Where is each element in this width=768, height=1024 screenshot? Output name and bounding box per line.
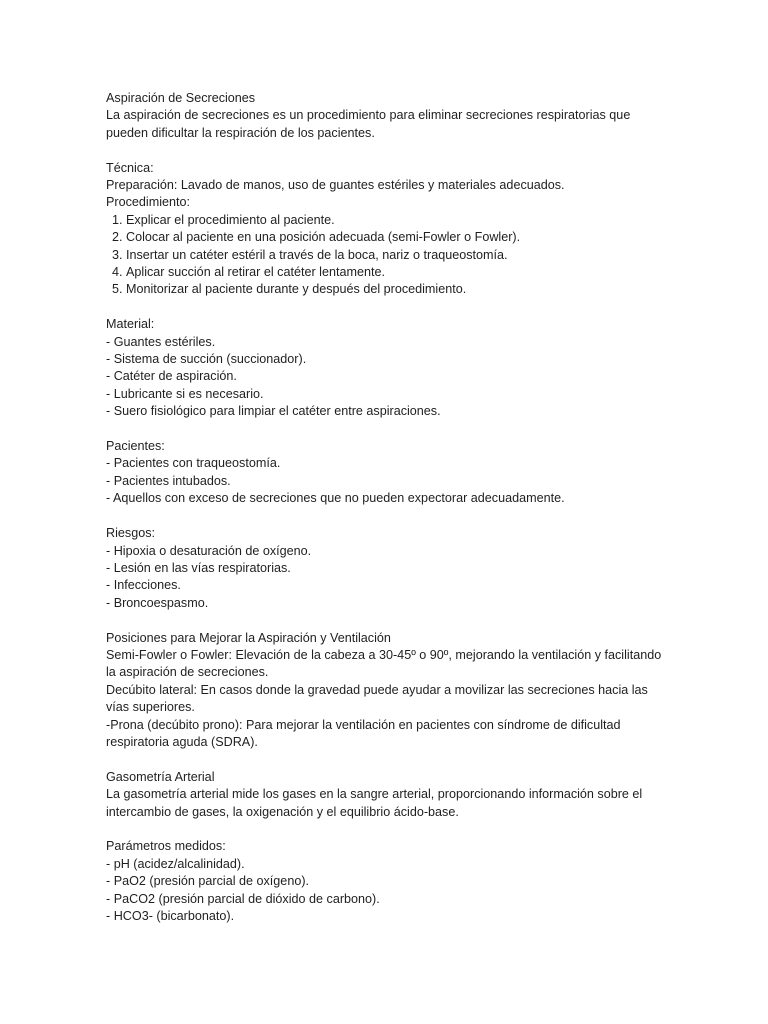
procedure-steps [106,212,686,299]
document-page [106,90,686,925]
list-item: - Pacientes con traqueostomía. [106,455,686,472]
spacer [106,299,686,316]
intro-line-2: pueden dificultar la respiración de los pacientes. [106,125,375,140]
list-item: - HCO3- (bicarbonato). [106,908,686,925]
list-item: - Lesión en las vías respiratorias. [106,560,686,577]
procedimiento-label: Procedimiento: [106,195,190,210]
tecnica-preparacion: Preparación: Lavado de manos, uso de guantes estériles y materiales adecuados. [106,178,565,193]
list-item: - Lubricante si es necesario. [106,386,686,403]
list-item: - Guantes estériles. [106,334,686,351]
list-item: - Infecciones. [106,577,686,594]
spacer [106,612,686,629]
gasometria-heading: Gasometría Arterial [106,769,215,784]
parametros-heading: Parámetros medidos: [106,839,226,854]
list-item: - Broncoespasmo. [106,595,686,612]
spacer [106,508,686,525]
intro-line-1: La aspiración de secreciones es un procedimiento para eliminar secreciones respiratorias que [106,108,631,123]
riesgos-list [106,543,686,613]
list-item: - Suero fisiológico para limpiar el catéter entre aspiraciones. [106,403,686,420]
posiciones-line: la aspiración de secreciones. [106,665,269,680]
document-title: Aspiración de Secreciones [106,91,256,105]
posiciones-line: respiratoria aguda (SDRA). [106,734,258,749]
posiciones-heading: Posiciones para Mejorar la Aspiración y Ventilación [106,630,391,645]
list-item: - PaO2 (presión parcial de oxígeno). [106,873,686,890]
list-item: - PaCO2 (presión parcial de dióxido de carbono). [106,891,686,908]
posiciones-line: -Prona (decúbito prono): Para mejorar la ventilación en pacientes con síndrome de dificultad [106,717,621,732]
riesgos-heading: Riesgos: [106,526,155,541]
material-heading: Material: [106,317,155,332]
procedure-step: 3. Insertar un catéter estéril a través de la boca, nariz o traqueostomía. [126,247,686,264]
list-item: - Catéter de aspiración. [106,368,686,385]
procedure-step: 5. Monitorizar al paciente durante y después del procedimiento. [126,281,686,298]
list-item: - pH (acidez/alcalinidad). [106,856,686,873]
spacer [106,821,686,838]
procedure-step: 1. Explicar el procedimiento al paciente. [126,212,686,229]
material-list [106,334,686,421]
procedure-step: 2. Colocar al paciente en una posición adecuada (semi-Fowler o Fowler). [126,229,686,246]
pacientes-heading: Pacientes: [106,439,165,454]
spacer [106,142,686,159]
posiciones-line: Decúbito lateral: En casos donde la gravedad puede ayudar a movilizar las secreciones hacia las [106,682,648,697]
pacientes-list [106,455,686,507]
spacer [106,421,686,438]
parametros-list [106,856,686,926]
list-item: - Pacientes intubados. [106,473,686,490]
tecnica-heading: Técnica: [106,160,154,175]
list-item: - Aquellos con exceso de secreciones que no pueden expectorar adecuadamente. [106,490,686,507]
gasometria-line: La gasometría arterial mide los gases en la sangre arterial, proporcionando información sobre el [106,787,643,802]
spacer [106,751,686,768]
list-item: - Sistema de succión (succionador). [106,351,686,368]
posiciones-line: vías superiores. [106,700,195,715]
procedure-step: 4. Aplicar succión al retirar el catéter lentamente. [126,264,686,281]
list-item: - Hipoxia o desaturación de oxígeno. [106,543,686,560]
posiciones-line: Semi-Fowler o Fowler: Elevación de la cabeza a 30-45º o 90º, mejorando la ventilación y facilitando [106,647,662,662]
gasometria-line: intercambio de gases, la oxigenación y el equilibrio ácido-base. [106,804,459,819]
